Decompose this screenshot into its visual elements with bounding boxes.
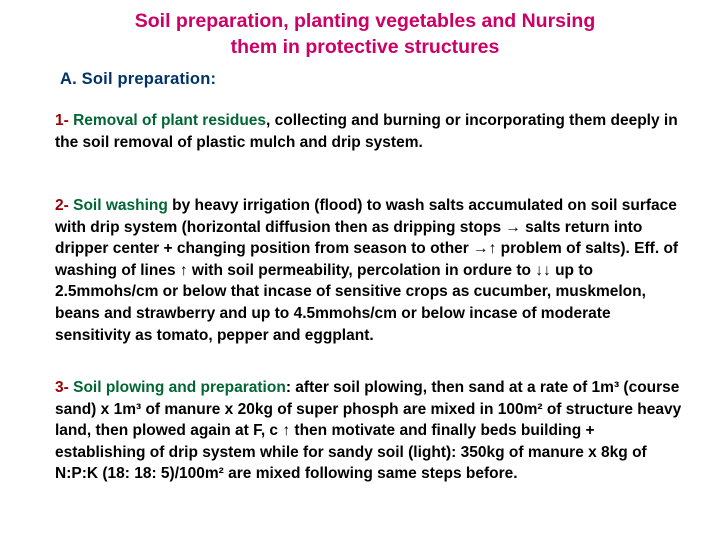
paragraph-2-text: by heavy irrigation (flood) to wash salts accumulated on soil surface with drip system (horizontal diffusion then as dripping stops → salts return into dripper center + changing position from season to other →↑ problem of salts). Eff. of washing of lines ↑ with soil permeability, percolation in ordure to ↓↓ up to 2.5mmohs/cm or below that incase of sensitive crops as cucumber, muskmelon, beans and strawberry and up to 4.5mmohs/cm or below incase of moderate sensitivity as tomato, pepper and eggplant. [55, 197, 679, 344]
paragraph-1 [55, 110, 687, 153]
paragraph-2-highlight: Soil washing [68, 197, 168, 214]
paragraph-3-number: 3- [55, 379, 69, 396]
paragraph-1-text: , collecting and burning or incorporating them deeply in the soil removal of plastic mulch and drip system. [55, 112, 678, 151]
page-title [40, 8, 690, 60]
title-line-2: them in protective structures [230, 36, 500, 58]
title-line-1: Soil preparation, planting vegetables and Nursing [134, 10, 596, 32]
paragraph-3 [55, 377, 687, 485]
paragraph-3-text: : after soil plowing, then sand at a rate of 1m³ (course sand) x 1m³ of manure x 20kg of super phosph are mixed in 100m² of structure heavy land, then plowed again at F, c ↑ then motivate and finally beds building + establishing of drip system while for sandy soil (light): 350kg of manure x 8kg of N:P:K (18: 18: 5)/100m² are mixed following same steps before. [55, 379, 682, 483]
paragraph-1-highlight: Removal of plant residues [68, 112, 267, 129]
paragraph-1-number: 1- [55, 112, 69, 129]
paragraph-2-number: 2- [55, 197, 69, 214]
paragraph-3-highlight: Soil plowing and preparation [68, 379, 286, 396]
section-heading: A. Soil preparation: [60, 70, 217, 88]
paragraph-2 [55, 195, 687, 346]
